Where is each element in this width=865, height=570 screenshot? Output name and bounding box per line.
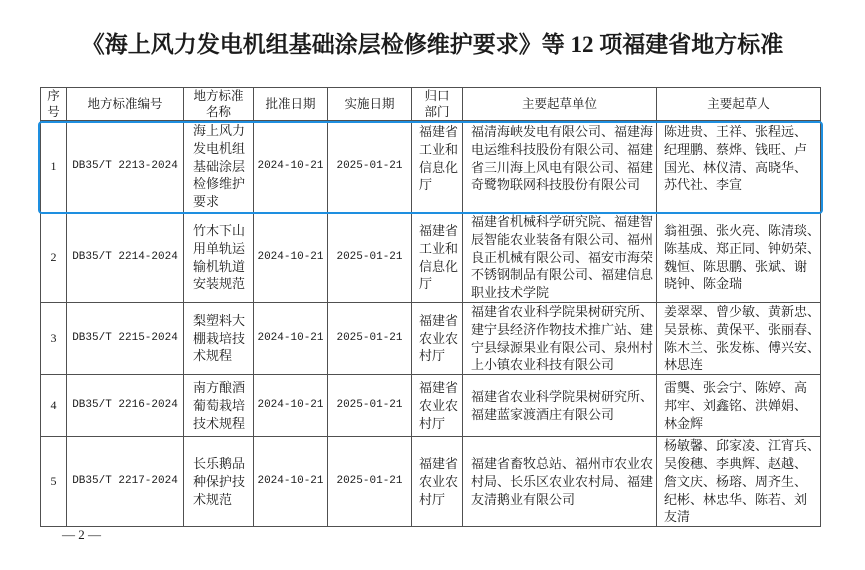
- cell-name: 海上风力 发电机组 基础涂层 检修维护 要求: [184, 121, 254, 213]
- table-row: [41, 375, 821, 437]
- table-row: [41, 121, 821, 213]
- cell-implementation-date: 2025-01-21: [328, 375, 412, 437]
- cell-drafters: 陈进贵、王祥、张程远、 纪理鹏、蔡烨、钱旺、卢 国光、林仪清、高晓华、 苏代社、李宣: [657, 121, 821, 213]
- cell-drafting-units: 福清海峡发电有限公司、福建海 电运维科技股份有限公司、福建 省三川海上风电有限公司、福建 奇鹭物联网科技股份有限公司: [463, 121, 657, 213]
- table-row: [41, 303, 821, 375]
- cell-code: DB35/T 2217-2024: [67, 437, 184, 527]
- cell-name: 长乐鹅品 种保护技 术规范: [184, 437, 254, 527]
- cell-code: DB35/T 2214-2024: [67, 213, 184, 303]
- header-implementation-date: 实施日期: [328, 88, 412, 121]
- header-name: 地方标准 名称: [184, 88, 254, 121]
- cell-name: 南方酿酒 葡萄栽培 技术规程: [184, 375, 254, 437]
- cell-no: 5: [41, 437, 67, 527]
- cell-drafting-units: 福建省机械科学研究院、福建智 辰智能农业装备有限公司、福州 良正机械有限公司、福安市海荣 不锈钢制品有限公司、福建信息 职业技术学院: [463, 213, 657, 303]
- cell-no: 3: [41, 303, 67, 375]
- cell-code: DB35/T 2213-2024: [67, 121, 184, 213]
- cell-approval-date: 2024-10-21: [254, 213, 328, 303]
- cell-department: 福建省 农业农 村厅: [412, 437, 463, 527]
- cell-drafting-units: 福建省畜牧总站、福州市农业农 村局、长乐区农业农村局、福建 友清鹅业有限公司: [463, 437, 657, 527]
- cell-code: DB35/T 2215-2024: [67, 303, 184, 375]
- cell-approval-date: 2024-10-21: [254, 303, 328, 375]
- cell-department: 福建省 农业农 村厅: [412, 375, 463, 437]
- cell-approval-date: 2024-10-21: [254, 121, 328, 213]
- table-row: [41, 437, 821, 527]
- cell-drafters: 雷龑、张会宁、陈婷、高 邦牢、刘鑫铭、洪婵娟、 林金辉: [657, 375, 821, 437]
- header-code: 地方标准编号: [67, 88, 184, 121]
- cell-approval-date: 2024-10-21: [254, 375, 328, 437]
- cell-department: 福建省 工业和 信息化 厅: [412, 213, 463, 303]
- cell-no: 2: [41, 213, 67, 303]
- cell-no: 4: [41, 375, 67, 437]
- header-approval-date: 批准日期: [254, 88, 328, 121]
- header-drafting-units: 主要起草单位: [463, 88, 657, 121]
- cell-drafters: 姜翠翠、曾少敏、黄新忠、 吴景栋、黄保平、张丽春、 陈木兰、张发栋、傅兴安、 林思连: [657, 303, 821, 375]
- cell-implementation-date: 2025-01-21: [328, 213, 412, 303]
- header-no: 序 号: [41, 88, 67, 121]
- page-title: 《海上风力发电机组基础涂层检修维护要求》等 12 项福建省地方标准: [81, 32, 784, 57]
- table-row: [41, 213, 821, 303]
- cell-name: 梨塑料大 棚栽培技 术规程: [184, 303, 254, 375]
- cell-drafters: 翁祖强、张火亮、陈清琰、 陈基成、郑正同、钟奶荣、 魏恒、陈思鹏、张斌、谢 晓钟、陈金瑞: [657, 213, 821, 303]
- cell-implementation-date: 2025-01-21: [328, 303, 412, 375]
- page-number: — 2 —: [62, 527, 101, 542]
- cell-code: DB35/T 2216-2024: [67, 375, 184, 437]
- cell-drafters: 杨敏馨、邱家凌、江宵兵、 吴俊穗、李典辉、赵越、 詹文庆、杨瑢、周齐生、 纪彬、林忠华、陈若、刘 友清: [657, 437, 821, 527]
- table-header-row: [41, 88, 821, 121]
- cell-department: 福建省 工业和 信息化 厅: [412, 121, 463, 213]
- cell-drafting-units: 福建省农业科学院果树研究所、 建宁县经济作物技术推广站、建 宁县绿源果业有限公司、泉州村 上小镇农业科技有限公司: [463, 303, 657, 375]
- cell-approval-date: 2024-10-21: [254, 437, 328, 527]
- standards-table: [40, 87, 821, 527]
- cell-name: 竹木下山 用单轨运 输机轨道 安装规范: [184, 213, 254, 303]
- cell-implementation-date: 2025-01-21: [328, 437, 412, 527]
- cell-implementation-date: 2025-01-21: [328, 121, 412, 213]
- cell-drafting-units: 福建省农业科学院果树研究所、 福建蓝家渡酒庄有限公司: [463, 375, 657, 437]
- cell-no: 1: [41, 121, 67, 213]
- cell-department: 福建省 农业农 村厅: [412, 303, 463, 375]
- header-department: 归口 部门: [412, 88, 463, 121]
- header-drafters: 主要起草人: [657, 88, 821, 121]
